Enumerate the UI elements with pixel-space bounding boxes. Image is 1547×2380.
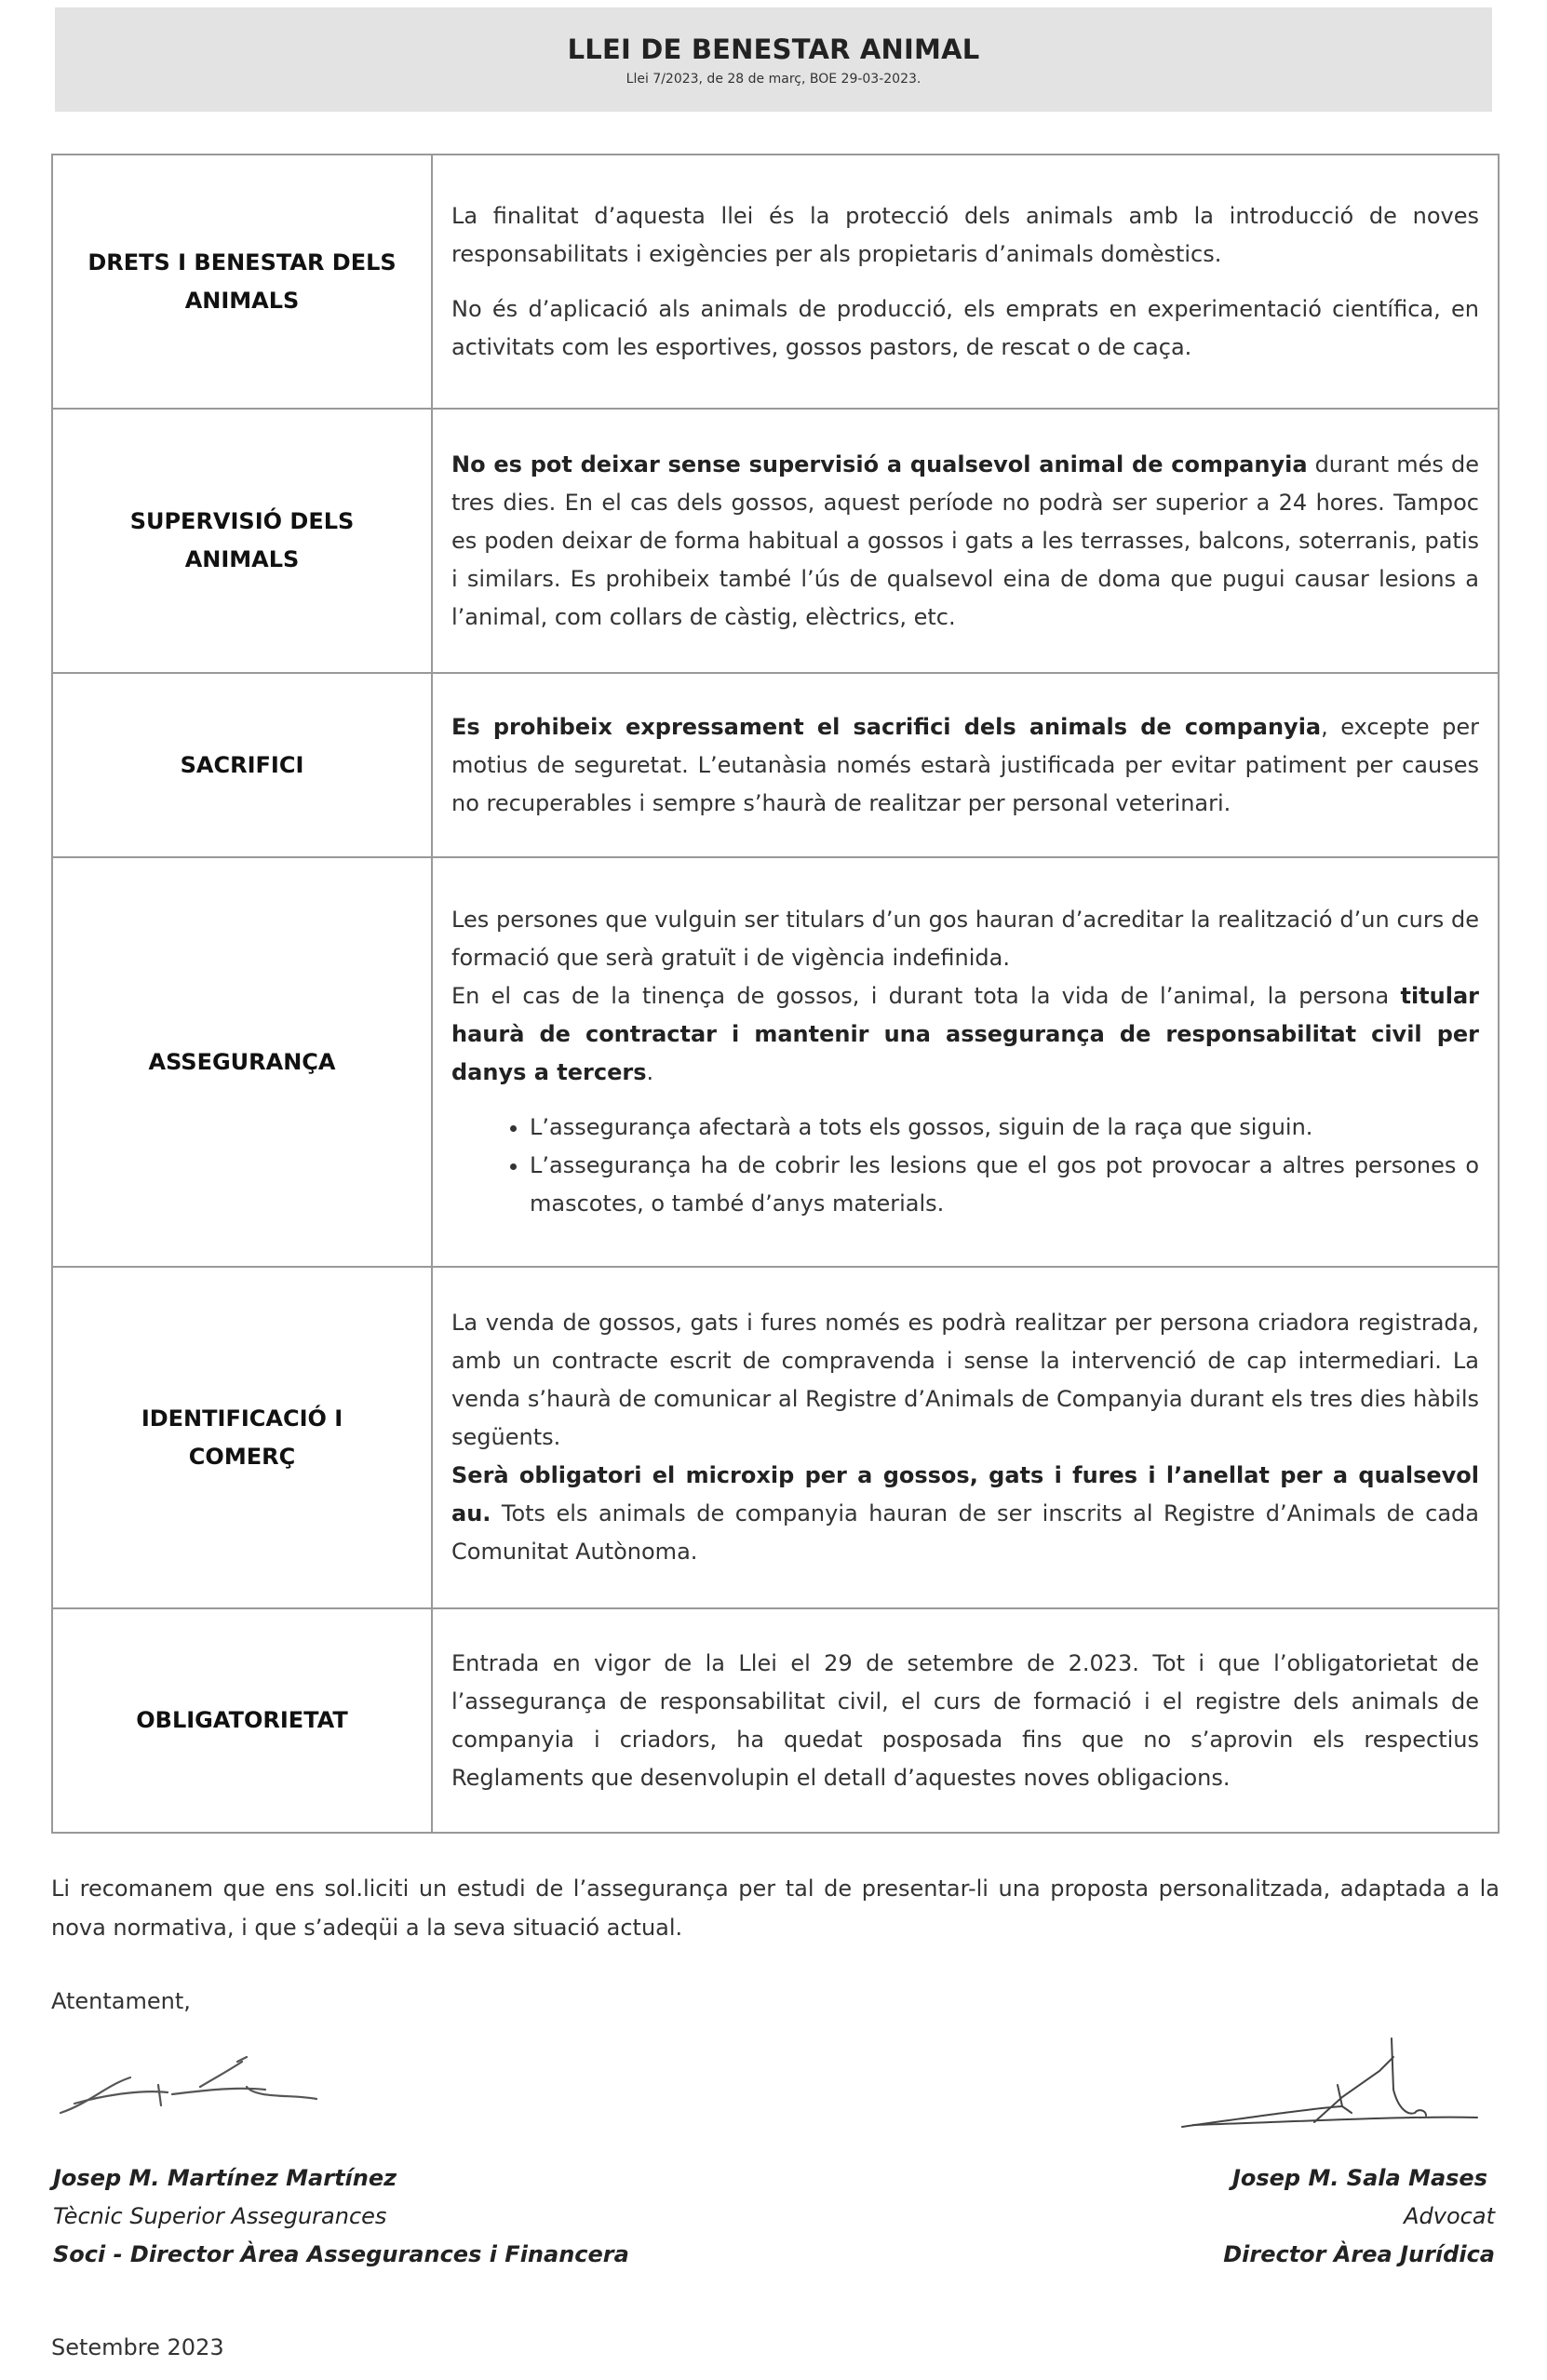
signature-left-icon: [51, 2048, 386, 2136]
list-item: • L’assegurança afectarà a tots els gossos, siguin de la raça que siguin.: [530, 1109, 1479, 1147]
law-summary-table: [51, 154, 1500, 1834]
row-label: ASSEGURANÇA: [52, 857, 432, 1267]
document-header: [55, 7, 1492, 112]
signer-name: Josep M. Sala Mases: [1231, 2165, 1487, 2191]
table-row: [52, 1267, 1499, 1608]
signer-name: Josep M. Martínez Martínez: [53, 2165, 397, 2191]
bullet-list: [451, 1109, 1479, 1223]
row-label: SACRIFICI: [52, 673, 432, 857]
text: .: [646, 1059, 654, 1085]
row-label: DRETS I BENESTAR DELS ANIMALS: [52, 155, 432, 409]
row-content: [432, 857, 1499, 1267]
paragraph: [451, 977, 1479, 1092]
paragraph: Entrada en vigor de la Llei el 29 de setembre de 2.023. Tot i que l’obligatorietat de l’assegurança de responsabilitat civil, el curs de formació i el registre dels animals de companyia i criadors, ha quedat posposada fins que no s’aprovin els respectius Reglaments que desenvolupin el detall d’aquestes noves obligacions.: [451, 1649, 1479, 1791]
table-row: [52, 673, 1499, 857]
row-content: [432, 1608, 1499, 1833]
row-content: [432, 409, 1499, 673]
paragraph: [451, 708, 1479, 823]
signature-right-icon: [1175, 2034, 1491, 2136]
signer-department: Director Àrea Jurídica: [1223, 2241, 1495, 2267]
table-row: [52, 1608, 1499, 1833]
table-row: [52, 857, 1499, 1267]
page-title: LLEI DE BENESTAR ANIMAL: [567, 34, 980, 65]
row-label: OBLIGATORIETAT: [52, 1608, 432, 1833]
text: En el cas de la tinença de gossos, i durant tota la vida de l’animal, la persona: [451, 983, 1401, 1009]
document-date: Setembre 2023: [51, 2334, 224, 2360]
paragraph: La finalitat d’aquesta llei és la protecció dels animals amb la introducció de noves responsabilitats i exigències per als propietaris d’animals domèstics.: [451, 202, 1479, 267]
closing-paragraph: Li recomanem que ens sol.liciti un estudi de l’assegurança per tal de presentar-li una proposta personalitzada, adaptada a la nova normativa, i que s’adeqüi a la seva situació actual.: [51, 1876, 1500, 1941]
row-label: SUPERVISIÓ DELS ANIMALS: [52, 409, 432, 673]
text: , excepte per motius de seguretat. L’eutanàsia només estarà justificada per evitar patiment per causes no recuperables i sempre s’haurà de realitzar per personal veterinari.: [451, 713, 1480, 816]
signer-role: Tècnic Superior Assegurances: [53, 2203, 387, 2229]
law-reference: Llei 7/2023, de 28 de març, BOE 29-03-2023.: [626, 72, 921, 87]
paragraph: La venda de gossos, gats i fures només es podrà realitzar per persona criadora registrada, amb un contracte escrit de compravenda i sense la intervenció de cap intermediari. La venda s’haurà de comunicar al Registre d’Animals de Companyia durant els tres dies hàbils següents.: [451, 1310, 1479, 1450]
regards: Atentament,: [51, 1988, 191, 2014]
table-row: [52, 155, 1499, 409]
row-content: [432, 1267, 1499, 1608]
table-row: [52, 409, 1499, 673]
row-label: IDENTIFICACIÓ I COMERÇ: [52, 1267, 432, 1608]
signer-department: Soci - Director Àrea Assegurances i Financera: [53, 2241, 629, 2267]
row-content: [432, 673, 1499, 857]
emphasis: titular haurà de contractar i mantenir una assegurança de responsabilitat civil per danys a tercers: [451, 983, 1479, 1085]
signer-right: [1223, 2159, 1495, 2274]
text: durant més de tres dies. En el cas dels gossos, aquest període no podrà ser superior a 24 hores. Tampoc es poden deixar de forma habitual a gossos i gats a les terrasses, balcons, soterranis, patis i similars. Es prohibeix també l’ús de qualsevol eina de doma que pugui causar lesions a l’animal, com collars de càstig, elèctrics, etc.: [451, 450, 1479, 630]
emphasis: No es pot deixar sense supervisió a qualsevol animal de companyia: [451, 450, 1308, 477]
emphasis: Es prohibeix expressament el sacrifici dels animals de companyia: [451, 713, 1322, 740]
paragraph: [451, 446, 1479, 637]
row-content: [432, 155, 1499, 409]
signer-role: Advocat: [1404, 2203, 1495, 2229]
emphasis: Serà obligatori el microxip per a gossos, gats i fures i l’anellat per a qualsevol au.: [451, 1462, 1479, 1526]
paragraph: No és d’aplicació als animals de producció, els emprats en experimentació científica, en activitats com les esportives, gossos pastors, de rescat o de caça.: [451, 295, 1479, 360]
list-item: • L’assegurança ha de cobrir les lesions que el gos pot provocar a altres persones o mascotes, o també d’anys materials.: [530, 1147, 1479, 1223]
paragraph: [451, 1457, 1479, 1571]
signer-left: [53, 2159, 629, 2274]
paragraph: Les persones que vulguin ser titulars d’un gos hauran d’acreditar la realització d’un curs de formació que serà gratuït i de vigència indefinida.: [451, 907, 1479, 971]
text: Tots els animals de companyia hauran de ser inscrits al Registre d’Animals de cada Comunitat Autònoma.: [451, 1500, 1479, 1565]
